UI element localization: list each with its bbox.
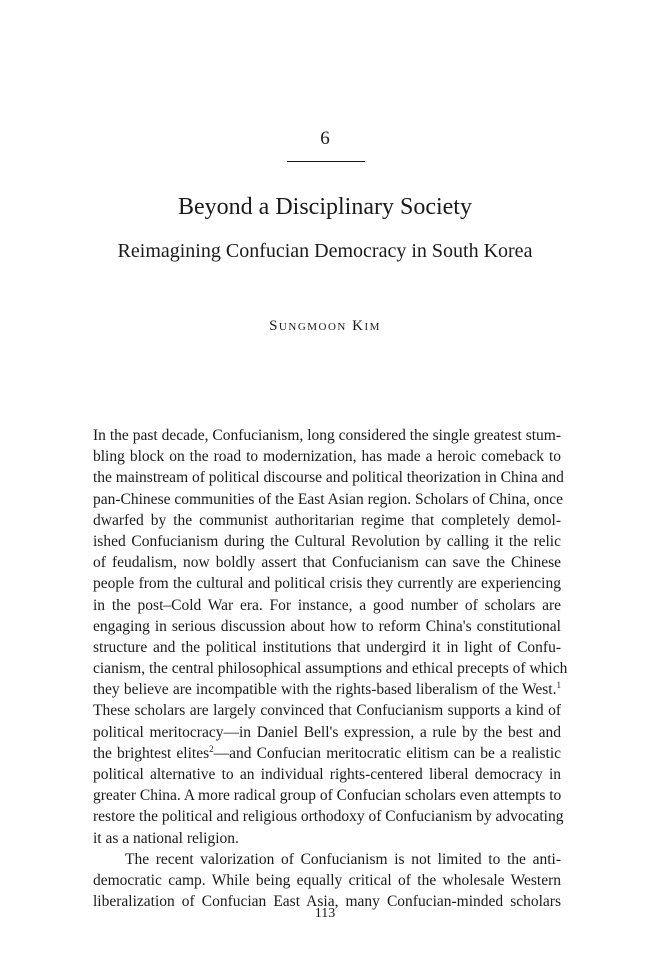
text-line: it as a national religion. [93, 829, 239, 847]
text-segment: they believe are incompatible with the rights-based liberalism of the West. [93, 681, 557, 699]
page-number: 113 [314, 906, 336, 921]
text-line: These scholars are largely convinced that Confucianism supports a kind of [93, 702, 561, 720]
chapter-title: Beyond a Disciplinary Society [178, 194, 472, 220]
chapter-subtitle: Reimagining Confucian Democracy in South Korea [117, 240, 533, 262]
text-line: political meritocracy—in Daniel Bell's expression, a rule by the best and [93, 723, 561, 741]
chapter-divider [287, 161, 365, 162]
author-name: Sungmoon Kim [269, 318, 381, 334]
text-line: dwarfed by the communist authoritarian regime that completely demol- [93, 511, 561, 529]
text-line: political alternative to an individual rights-centered liberal democracy in [93, 766, 561, 783]
text-segment: —and Confucian meritocratic elitism can be a realistic [213, 744, 562, 762]
text-line [93, 743, 561, 764]
text-line: engaging in serious discussion about how to reform China's constitutional [93, 617, 561, 635]
text-line: bling block on the road to modernization, has made a heroic comeback to [93, 448, 561, 466]
footnote-marker[interactable]: 2 [209, 743, 214, 754]
text-line: In the past decade, Confucianism, long considered the single greatest stum- [93, 427, 561, 444]
text-segment: the brightest elites [93, 744, 210, 762]
text-line: ished Confucianism during the Cultural Revolution by calling it the relic [93, 532, 561, 550]
text-line: democratic camp. While being equally critical of the wholesale Western [93, 871, 561, 889]
body-text [93, 425, 568, 912]
text-line: people from the cultural and political crisis they currently are experiencing [93, 575, 561, 593]
text-line: liberalization of Confucian East Asia, many Confucian-minded scholars [93, 893, 561, 911]
text-line: the mainstream of political discourse and political theorization in China and [93, 469, 564, 487]
text-line [93, 679, 561, 700]
text-line: restore the political and religious orthodoxy of Confucianism by advocating [93, 808, 564, 826]
text-line: in the post–Cold War era. For instance, a good number of scholars are [93, 596, 561, 614]
text-line: of feudalism, now boldly assert that Confucianism can save the Chinese [93, 554, 561, 572]
footnote-marker[interactable]: 1 [556, 680, 561, 691]
text-line: The recent valorization of Confucianism is not limited to the anti- [125, 850, 561, 868]
chapter-number: 6 [320, 128, 330, 149]
text-line: pan-Chinese communities of the East Asian region. Scholars of China, once [93, 490, 564, 508]
text-line: greater China. A more radical group of Confucian scholars even attempts to [93, 787, 562, 805]
text-line: structure and the political institutions that undergird it in light of Confu- [93, 638, 561, 656]
text-line: cianism, the central philosophical assumptions and ethical precepts of which [93, 660, 568, 678]
